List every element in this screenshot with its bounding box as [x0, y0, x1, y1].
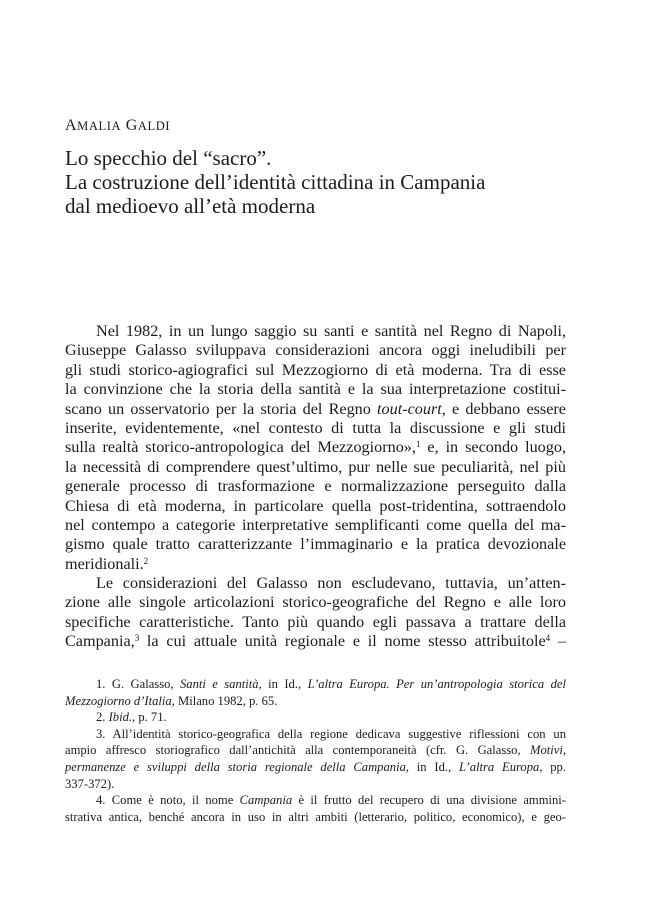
footnote-line: 337-372). — [65, 776, 115, 791]
italic-term: Mezzogiorno d’Italia — [65, 693, 172, 708]
body-line — [65, 400, 566, 419]
italic-term: L’altra Europa. Per un’antropologia storica del — [307, 677, 566, 691]
body-text-run: scano un osservatorio per la storia del Regno — [65, 399, 378, 418]
footnotes — [65, 676, 566, 825]
italic-term: Motivi, — [529, 743, 566, 758]
body-line: Le considerazioni del Galasso non escludevano, tuttavia, un’atten- — [96, 574, 566, 593]
article-title — [65, 146, 585, 218]
body-line: la necessità di comprendere quest’ultimo, pur nelle sue peculiarità, nel più — [65, 457, 566, 476]
body-text — [65, 322, 566, 652]
footnote-ref[interactable]: 2 — [143, 555, 149, 566]
footnote-line: 3. All’identità storico-geografica della regione dedicava suggestive riflessioni con un — [96, 726, 566, 741]
footnote-line — [65, 759, 566, 776]
footnote-text: , pp. — [539, 759, 566, 774]
author-last-initial: G — [125, 117, 138, 134]
italic-term: Santi e santità — [179, 677, 259, 691]
footnote-line — [65, 676, 566, 693]
footnote-ref[interactable]: 1 — [415, 439, 421, 450]
body-text-run: Campania, — [65, 632, 135, 651]
footnote-text: 2. — [96, 710, 109, 725]
body-line: inserite, evidentemente, «nel contesto di tutta la discussione e gli studi — [65, 418, 566, 437]
body-line: gismo quale tratto caratterizzante l’immaginario e la pratica devozionale — [65, 535, 566, 554]
body-line: specifiche caratteristiche. Tanto più quando egli passava a trattare della — [65, 612, 566, 631]
footnote-line — [65, 792, 566, 809]
body-line: gli studi storico-agiografici sul Mezzogiorno di età moderna. Tra di esse — [65, 360, 566, 379]
body-line — [65, 632, 566, 651]
author-first-smallcaps: MALIA — [77, 119, 122, 133]
italic-term: Campania — [239, 793, 293, 808]
footnote-text: , Milano 1982, p. 65. — [171, 693, 278, 708]
body-text-run: – — [550, 632, 567, 651]
italic-term: tout-court — [377, 399, 442, 418]
italic-term: permanenze e sviluppi della storia regionale della Campania — [65, 759, 406, 774]
body-line — [65, 438, 566, 457]
body-line: Chiesa di età moderna, in particolare quella post-tridentina, sottraendolo — [65, 496, 566, 515]
body-text-run: , e debbano essere — [441, 399, 566, 418]
footnote-line — [65, 709, 566, 726]
body-line: generale processo di trasformazione e normalizzazione perseguito dalla — [65, 477, 566, 496]
footnote-text: 4. Come è noto, il nome — [96, 793, 240, 808]
body-line: nel contempo a categorie interpretative semplificanti come quella del ma- — [65, 515, 566, 534]
author-last-smallcaps: ALDI — [137, 119, 171, 133]
footnote-line: strativa antica, benché ancora in uso in altri ambiti (letterario, politico, economico), e geo- — [65, 809, 566, 824]
body-line: zione alle singole articolazioni storico-geografiche del Regno e alle loro — [65, 593, 566, 612]
title-line: Lo specchio del “sacro”. — [65, 146, 272, 170]
footnote-text: 1. G. Galasso, — [96, 677, 180, 691]
body-text-run: la cui attuale unità regionale e il nome stesso attribuitole — [139, 632, 546, 651]
italic-term: L’altra Europa — [458, 759, 540, 774]
footnote-ref[interactable]: 4 — [545, 633, 551, 644]
body-line — [65, 555, 566, 574]
footnote-ref[interactable]: 3 — [134, 633, 140, 644]
author-name — [65, 116, 170, 136]
footnote-line — [65, 742, 566, 759]
body-line: Giuseppe Galasso sviluppava considerazioni ancora oggi ineludibili per — [65, 341, 566, 360]
footnote-line — [65, 693, 566, 710]
footnote-text: è il frutto del recupero di una divisione ammini- — [292, 793, 566, 808]
title-line: La costruzione dell’identità cittadina in Campania — [65, 170, 486, 194]
title-line: dal medioevo all’età moderna — [65, 194, 316, 218]
footnote-text: , in Id., — [258, 677, 308, 691]
body-text-run: sulla realtà storico-antropologica del Mezzogiorno», — [65, 438, 416, 457]
body-text-run: e, in secondo luogo, — [420, 438, 566, 457]
author-first-initial: A — [65, 117, 78, 134]
body-line: la convinzione che la storia della santità e la sua interpretazione costitui- — [65, 380, 566, 399]
italic-term: Ibid. — [108, 710, 133, 725]
footnote-text: ampio affresco storiografico dall’antichità alla contemporaneità (cfr. G. Galasso, — [65, 743, 530, 758]
footnote-text: , p. 71. — [132, 710, 167, 725]
body-text-run: meridionali. — [65, 554, 144, 573]
footnote-text: , in Id., — [405, 759, 459, 774]
body-line: Nel 1982, in un lungo saggio su santi e santità nel Regno di Napoli, — [96, 322, 566, 340]
